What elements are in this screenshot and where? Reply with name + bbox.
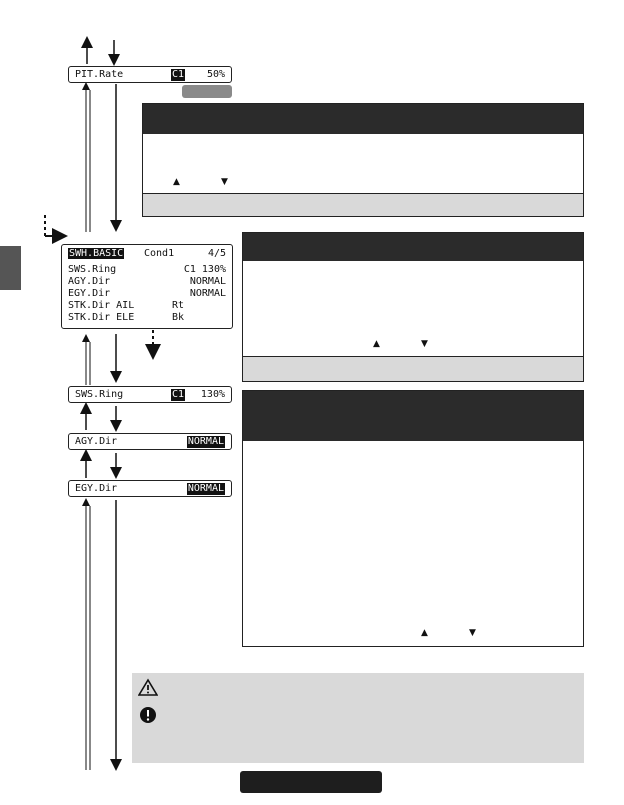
- pit-rate-label: PIT.Rate: [75, 69, 124, 80]
- basic-row-value: Bk: [172, 312, 185, 323]
- lcd-swh-basic: [61, 244, 233, 329]
- info-panel-2-header: [243, 233, 583, 261]
- basic-page: 4/5: [207, 248, 226, 259]
- info-panel-1-footer: [143, 193, 583, 216]
- basic-row-label: STK.Dir AIL: [68, 300, 135, 311]
- basic-row-value: Rt: [172, 300, 185, 311]
- basic-row-label: SWS.Ring: [68, 264, 117, 275]
- basic-row: [68, 276, 226, 288]
- warning-note-box: [132, 673, 584, 763]
- basic-row-value: NORMAL: [189, 288, 226, 299]
- basic-row-value: C1 130%: [183, 264, 226, 275]
- up-arrow-icon: ▲: [421, 628, 428, 638]
- basic-row: [68, 300, 226, 312]
- sws-ring-value: 130%: [200, 389, 225, 400]
- up-arrow-icon: ▲: [373, 339, 380, 349]
- basic-row-label: STK.Dir ELE: [68, 312, 135, 323]
- egy-dir-value: NORMAL: [187, 483, 224, 494]
- sws-ring-label: SWS.Ring: [75, 389, 124, 400]
- basic-title: SWH.BASIC: [69, 248, 124, 259]
- basic-cond: Cond1: [144, 248, 175, 259]
- down-arrow-icon: ▼: [421, 339, 428, 349]
- basic-row: [68, 264, 226, 276]
- egy-dir-label: EGY.Dir: [75, 483, 118, 494]
- lcd-sws-ring: [68, 386, 232, 403]
- down-arrow-icon: ▼: [221, 177, 228, 187]
- pit-rate-value: 50%: [206, 69, 225, 80]
- info-panel-2: [242, 232, 584, 382]
- up-arrow-icon: ▲: [173, 177, 180, 187]
- lcd-egy-dir: [68, 480, 232, 497]
- agy-dir-label: AGY.Dir: [75, 436, 118, 447]
- down-arrow-icon: ▼: [469, 628, 476, 638]
- basic-row: [68, 288, 226, 300]
- lcd-pit-rate: [68, 66, 232, 83]
- basic-row: [68, 312, 226, 324]
- sws-ring-cond: C1: [172, 389, 185, 400]
- gray-label-pill: [182, 85, 232, 98]
- lcd-agy-dir: [68, 433, 232, 450]
- bottom-label-pill: [240, 771, 382, 793]
- agy-dir-value: NORMAL: [187, 436, 224, 447]
- info-panel-2-footer: [243, 356, 583, 381]
- info-panel-3: [242, 390, 584, 647]
- basic-row-value: NORMAL: [189, 276, 226, 287]
- warning-triangle-icon: [138, 678, 158, 696]
- info-panel-1-header: [143, 104, 583, 134]
- basic-row-label: EGY.Dir: [68, 288, 111, 299]
- exclamation-circle-icon: [139, 706, 157, 724]
- info-panel-1: [142, 103, 584, 217]
- basic-row-label: AGY.Dir: [68, 276, 111, 287]
- info-panel-3-header: [243, 391, 583, 441]
- pit-rate-cond: C1: [172, 69, 185, 80]
